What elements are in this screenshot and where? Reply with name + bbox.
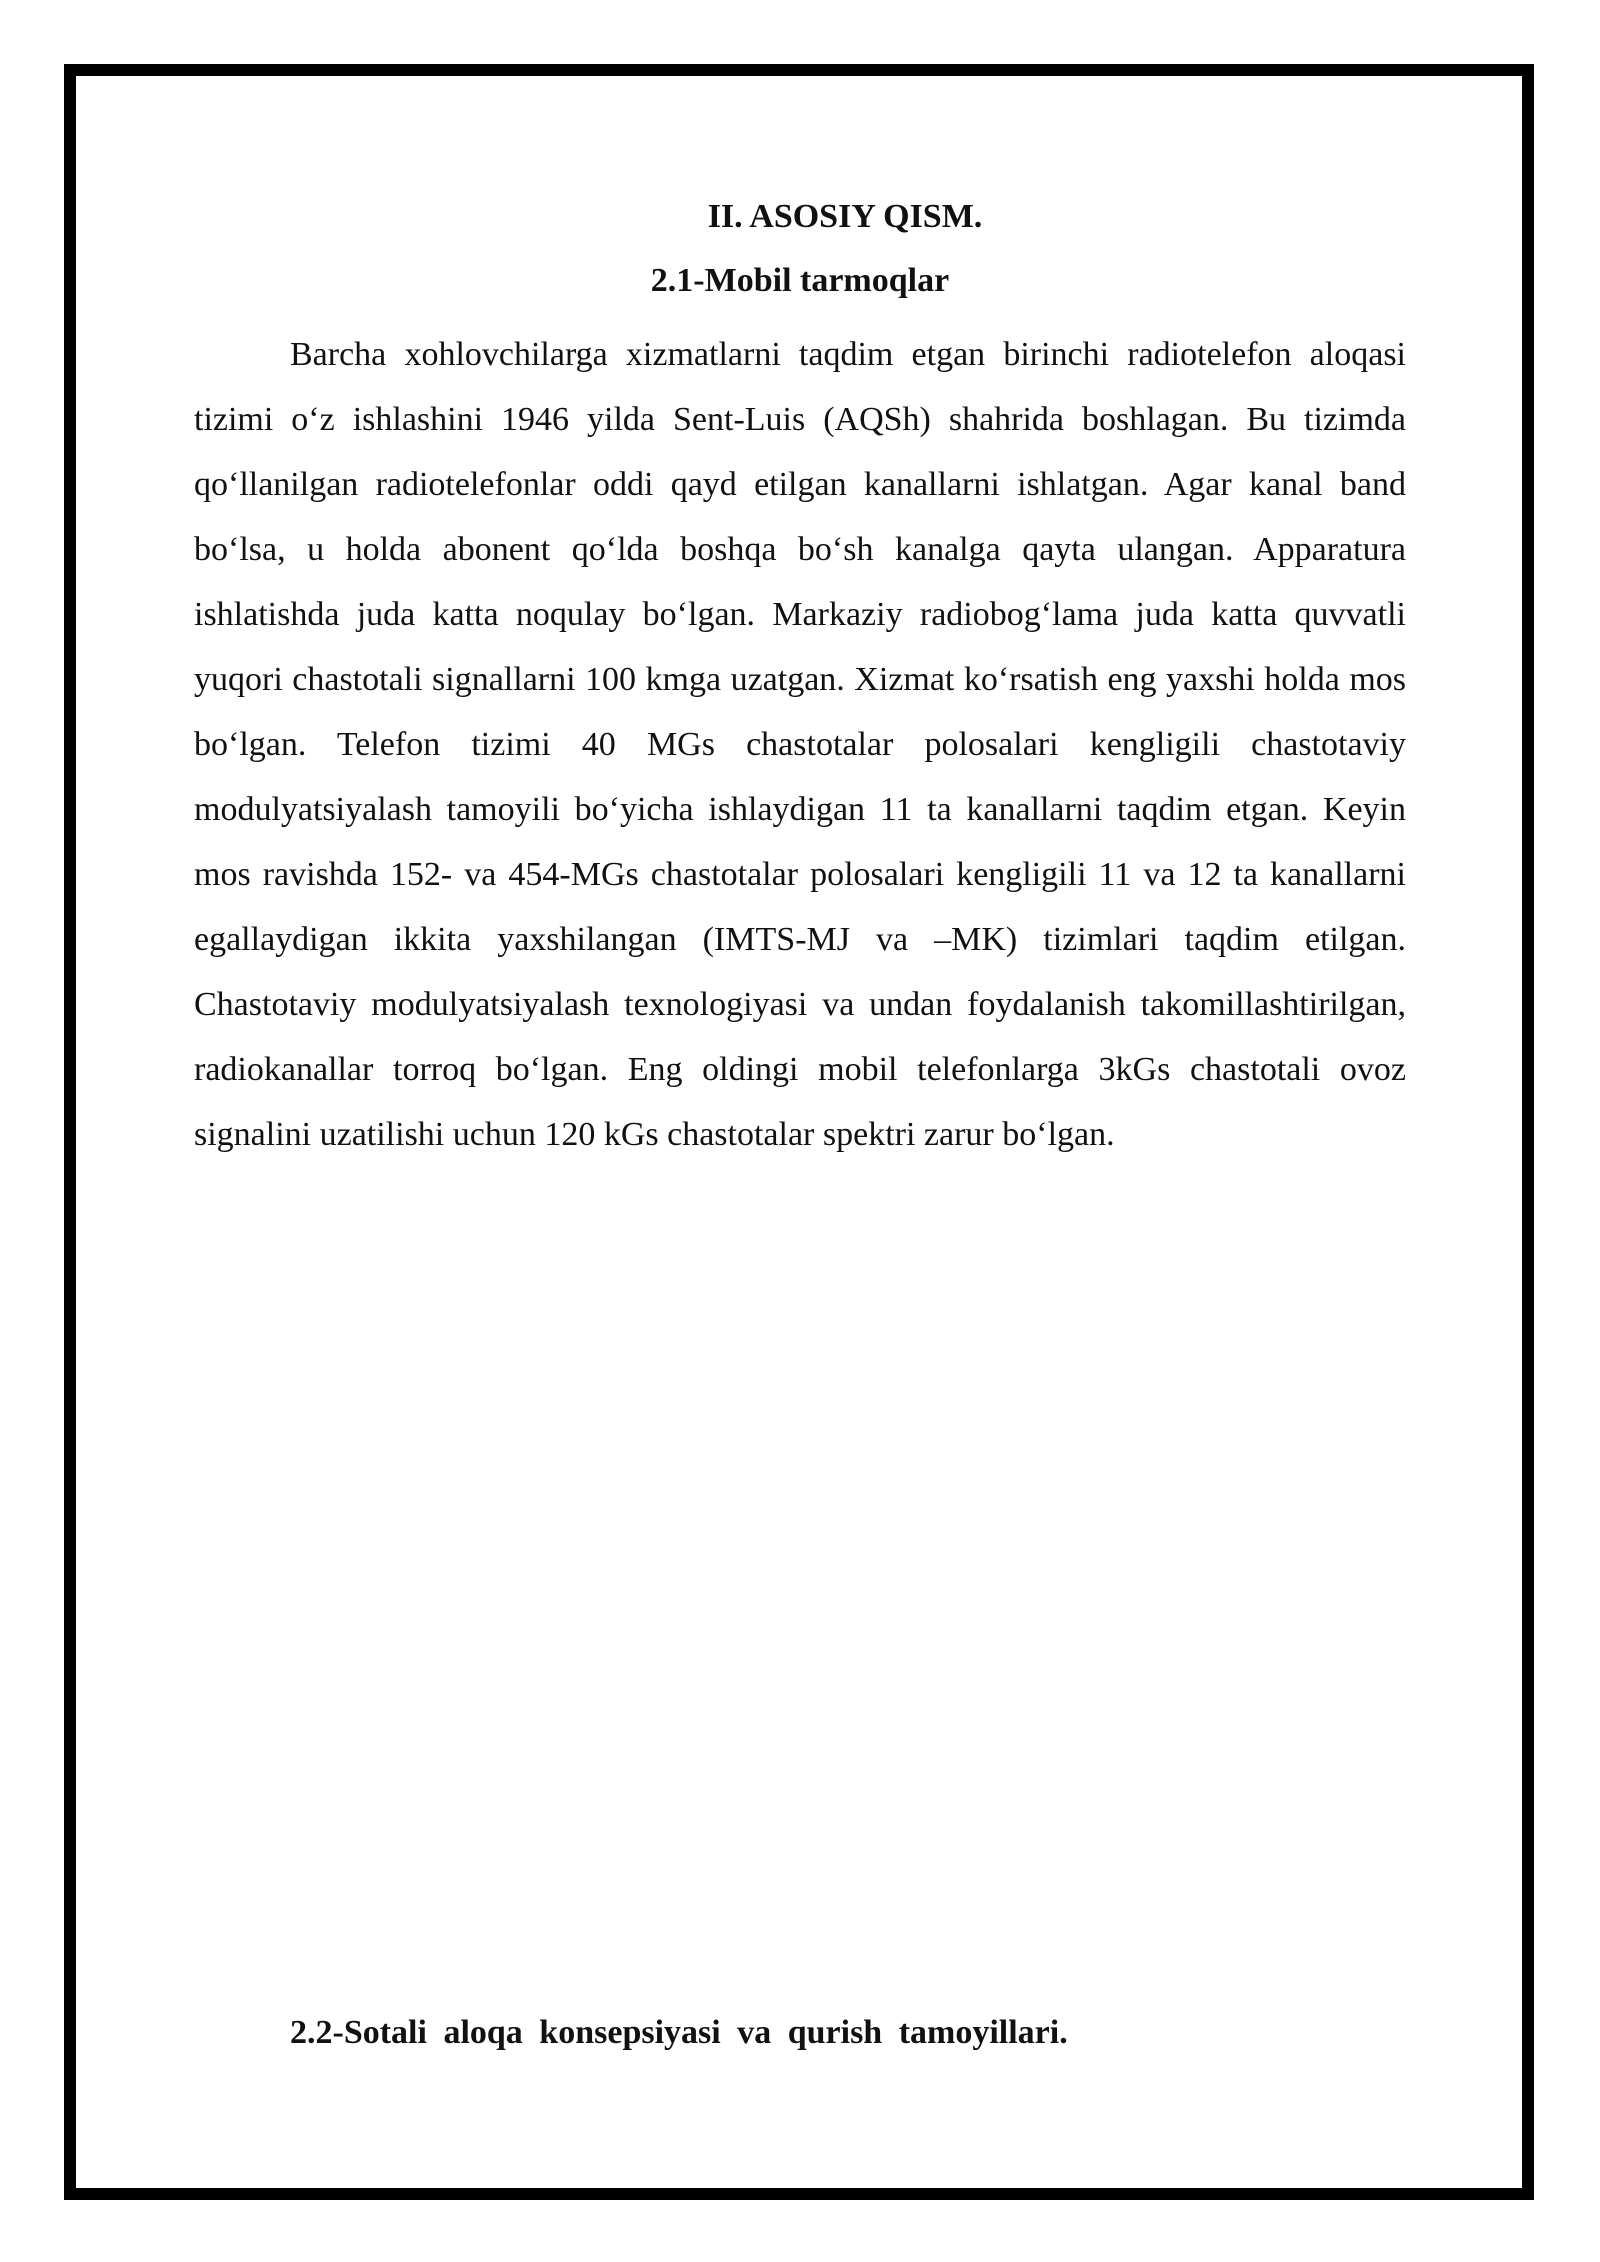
main-heading: II. ASOSIY QISM. (707, 198, 983, 235)
sub-heading: 2.1-Mobil tarmoqlar (650, 262, 950, 299)
body-paragraph: Barcha xohlovchilarga xizmatlarni taqdim etgan birinchi radiotelefon aloqasi tizimi o‘z ishlashini 1946 yilda Sent-Luis (AQSh) shahrida boshlagan. Bu tizimda qo‘llanilgan radiotelefonlar oddi qayd etilgan kanallarni ishlatgan. Agar kanal band bo‘lsa, u holda abonent qo‘lda boshqa bo‘sh kanalga qayta ulangan. Apparatura ishlatishda juda katta noqulay bo‘lgan. Markaziy radiobog‘lama juda katta quvvatli yuqori chastotali signallarni 100 kmga uzatgan. Xizmat ko‘rsatish eng yaxshi holda mos bo‘lgan. Telefon tizimi 40 MGs chastotalar polosalari kengligili chastotaviy modulyatsiyalash tamoyili bo‘yicha ishlaydigan 11 ta kanallarni taqdim etgan. Keyin mos ravishda 152- va 454-MGs chastotalar polosalari kengligili 11 va 12 ta kanallarni egallaydigan ikkita yaxshilangan (IMTS-MJ va –MK) tizimlari taqdim etilgan. Chastotaviy modulyatsiyalash texnologiyasi va undan foydalanish takomillashtirilgan, radiokanallar torroq bo‘lgan. Eng oldingi mobil telefonlarga 3kGs chastotali ovoz signalini uzatilishi uchun 120 kGs chastotalar spektri zarur bo‘lgan. (194, 336, 1406, 1153)
section-heading: 2.2-Sotali aloqa konsepsiyasi va qurish tamoyillari. (290, 2014, 1068, 2051)
